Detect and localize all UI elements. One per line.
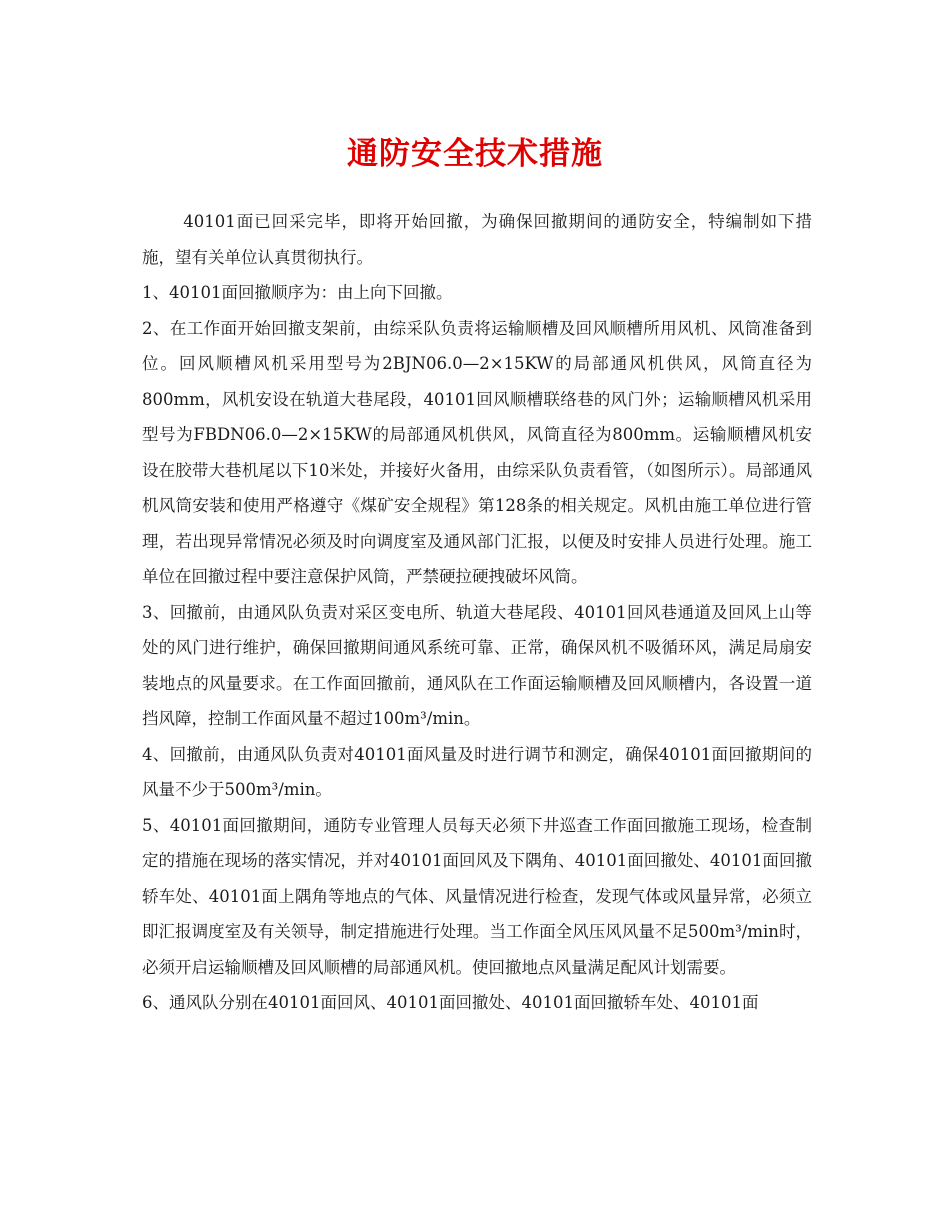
paragraph-item-3: 3、回撤前，由通风队负责对采区变电所、轨道大巷尾段、40101回风巷通道及回风上山等处的风门进行维护，确保回撤期间通风系统可靠、正常，确保风机不吸循环风，满足局扇安装地点的风量要求。在工作面回撤前，通风队在工作面运输顺槽及回风顺槽内，各设置一道挡风障，控制工作面风量不超过100m³/min。 [142,602,812,728]
document-title: 通防安全技术措施 [347,136,603,172]
paragraph-item-4: 4、回撤前，由通风队负责对40101面风量及时进行调节和测定，确保40101面回撤期间的风量不少于500m³/min。 [142,744,812,799]
paragraph-item-5: 5、40101面回撤期间，通防专业管理人员每天必须下井巡查工作面回撤施工现场，检查制定的措施在现场的落实情况，并对40101面回风及下隅角、40101面回撤处、40101面回撤轿车处、40101面上隅角等地点的气体、风量情况进行检查，发现气体或风量异常，必须立即汇报调度室及有关领导，制定措施进行处理。当工作面全风压风风量不足500m³/min时，必须开启运输顺槽及回风顺槽的局部通风机。使回撤地点风量满足配风计划需要。 [142,815,812,977]
paragraph-item-2: 2、在工作面开始回撤支架前，由综采队负责将运输顺槽及回风顺槽所用风机、风筒准备到位。回风顺槽风机采用型号为2BJN06.0—2×15KW的局部通风机供风，风筒直径为800mm，风机安设在轨道大巷尾段，40101回风顺槽联络巷的风门外；运输顺槽风机采用型号为FBDN06.0—2×15KW的局部通风机供风，风筒直径为800mm。运输顺槽风机安设在胶带大巷机尾以下10米处，并接好火备用，由综采队负责看管，（如图所示）。局部通风机风筒安装和使用严格遵守《煤矿安全规程》第128条的相关规定。风机由施工单位进行管理，若出现异常情况必须及时向调度室及通风部门汇报，以便及时安排人员进行处理。施工单位在回撤过程中要注意保护风筒，严禁硬拉硬拽破坏风筒。 [142,318,812,586]
document-body [142,204,812,1021]
paragraph-item-6: 6、通风队分别在40101面回风、40101面回撤处、40101面回撤轿车处、40101面 [142,993,759,1012]
paragraph-item-1: 1、40101面回撤顺序为：由上向下回撤。 [142,283,453,302]
paragraph-intro: 40101面已回采完毕，即将开始回撤，为确保回撤期间的通防安全，特编制如下措施，望有关单位认真贯彻执行。 [142,212,812,267]
